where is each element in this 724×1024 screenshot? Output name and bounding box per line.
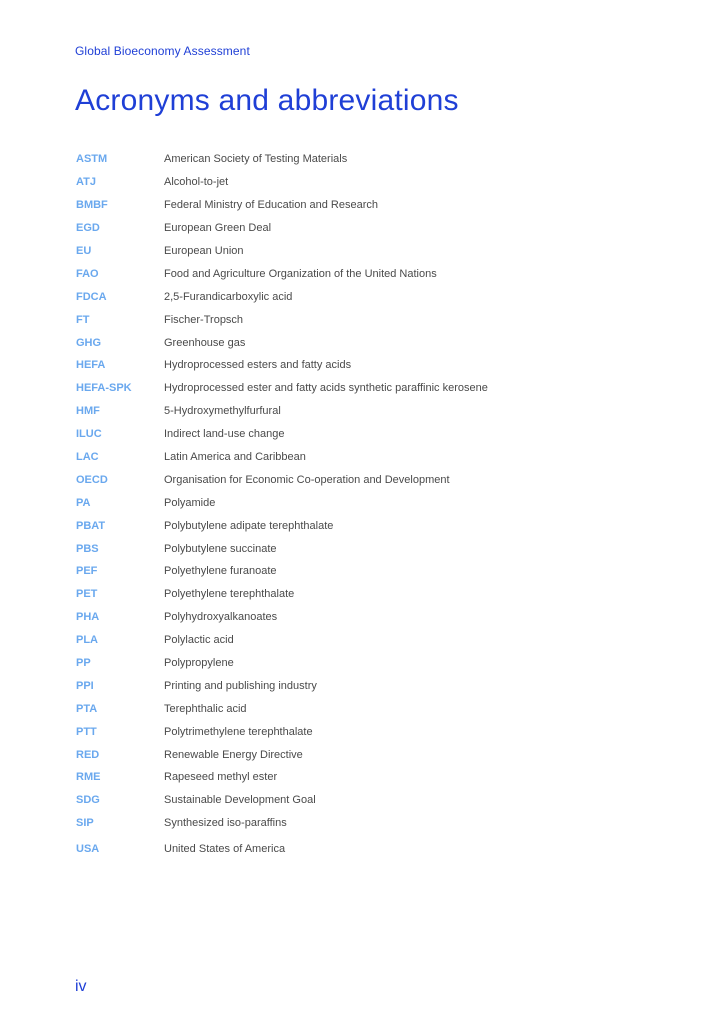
acronym-row	[76, 766, 656, 789]
acronym-definition: Polylactic acid	[164, 634, 234, 647]
acronym-term: EU	[76, 245, 92, 257]
acronym-term: ILUC	[76, 428, 102, 441]
acronym-term: GHG	[76, 336, 102, 349]
acronym-term: USA	[76, 843, 100, 856]
acronym-definition: Latin America and Caribbean	[164, 451, 306, 464]
acronym-row	[76, 812, 656, 835]
acronym-row	[76, 171, 656, 194]
acronym-row	[76, 446, 656, 469]
acronym-definition: Polybutylene succinate	[164, 542, 277, 555]
acronym-row	[76, 629, 656, 652]
acronym-row	[76, 720, 656, 743]
acronym-row	[76, 743, 656, 766]
acronym-row	[76, 354, 656, 377]
acronym-term: BMBF	[76, 199, 108, 212]
acronym-definition: European Union	[164, 245, 244, 257]
acronym-row	[76, 652, 656, 675]
acronym-list	[76, 148, 656, 861]
acronym-definition: Polyhydroxyalkanoates	[164, 611, 278, 624]
acronym-term: PP	[76, 657, 91, 670]
acronym-term: PEF	[76, 565, 98, 578]
acronym-definition: Federal Ministry of Education and Research	[164, 199, 378, 212]
acronym-definition: Organisation for Economic Co-operation and Development	[164, 473, 450, 486]
acronym-row	[76, 148, 656, 171]
acronym-definition: Polyethylene terephthalate	[164, 588, 295, 601]
acronym-row	[76, 674, 656, 697]
acronym-row	[76, 697, 656, 720]
acronym-definition: Polyamide	[164, 496, 216, 509]
acronym-definition: 5-Hydroxymethylfurfural	[164, 405, 281, 418]
acronym-row	[76, 583, 656, 606]
acronym-term: FAO	[76, 267, 99, 280]
acronym-row	[76, 400, 656, 423]
acronym-term: PTA	[76, 702, 98, 715]
acronym-definition: European Green Deal	[164, 222, 272, 235]
acronym-term: HEFA-SPK	[76, 382, 132, 395]
acronym-definition: Hydroprocessed ester and fatty acids synthetic paraffinic kerosene	[164, 382, 488, 395]
acronym-row	[76, 194, 656, 217]
acronym-definition: Renewable Energy Directive	[164, 748, 303, 761]
acronym-term: PTT	[76, 725, 97, 738]
acronym-term: EGD	[76, 222, 100, 235]
acronym-term: SDG	[76, 794, 100, 807]
acronym-definition: Food and Agriculture Organization of the United Nations	[164, 267, 437, 280]
acronym-term: PBAT	[76, 519, 106, 532]
acronym-term: PPI	[76, 679, 94, 692]
acronym-definition: Polybutylene adipate terephthalate	[164, 519, 334, 532]
page-number: iv	[75, 978, 87, 995]
acronym-row	[76, 560, 656, 583]
acronym-term: RME	[76, 771, 101, 784]
acronym-definition: 2,5-Furandicarboxylic acid	[164, 290, 293, 303]
acronym-row	[76, 537, 656, 560]
acronym-definition: Sustainable Development Goal	[164, 794, 316, 807]
acronym-row	[76, 217, 656, 240]
acronym-row	[76, 491, 656, 514]
acronym-row	[76, 606, 656, 629]
acronym-row	[76, 514, 656, 537]
acronym-term: FT	[76, 313, 90, 326]
acronym-definition: United States of America	[164, 843, 286, 856]
acronym-definition: Terephthalic acid	[164, 702, 247, 715]
acronym-definition: Synthesized iso-paraffins	[164, 817, 287, 830]
acronym-definition: Polyethylene furanoate	[164, 565, 277, 578]
acronym-definition: Indirect land-use change	[164, 428, 285, 441]
acronym-term: OECD	[76, 473, 108, 486]
acronym-term: SIP	[76, 817, 94, 830]
acronym-definition: American Society of Testing Materials	[164, 153, 348, 166]
acronym-term: HMF	[76, 405, 100, 418]
acronym-row	[76, 331, 656, 354]
acronym-definition: Hydroprocessed esters and fatty acids	[164, 359, 352, 372]
acronym-row	[76, 423, 656, 446]
acronym-term: PBS	[76, 542, 99, 555]
acronym-term: PA	[76, 496, 91, 509]
acronym-definition: Polypropylene	[164, 657, 234, 670]
acronym-definition: Greenhouse gas	[164, 336, 246, 349]
acronym-definition: Printing and publishing industry	[164, 679, 317, 692]
acronym-row	[76, 468, 656, 491]
acronym-row	[76, 285, 656, 308]
acronym-row	[76, 240, 656, 263]
acronym-definition: Polytrimethylene terephthalate	[164, 725, 313, 738]
running-header: Global Bioeconomy Assessment	[75, 44, 250, 58]
acronym-term: ATJ	[76, 176, 96, 189]
acronym-term: PHA	[76, 611, 100, 624]
acronym-term: ASTM	[76, 153, 108, 166]
page-title: Acronyms and abbreviations	[75, 84, 459, 117]
acronym-row	[76, 838, 656, 861]
acronym-term: HEFA	[76, 359, 106, 372]
acronym-definition: Rapeseed methyl ester	[164, 771, 278, 784]
acronym-definition: Fischer-Tropsch	[164, 313, 244, 326]
acronym-term: FDCA	[76, 290, 107, 303]
acronym-row	[76, 308, 656, 331]
acronym-term: PET	[76, 588, 98, 601]
acronym-row	[76, 262, 656, 285]
acronym-term: RED	[76, 748, 100, 761]
acronym-definition: Alcohol-to-jet	[164, 176, 229, 189]
acronym-term: PLA	[76, 634, 98, 647]
acronym-row	[76, 377, 656, 400]
acronym-row	[76, 789, 656, 812]
acronym-term: LAC	[76, 451, 99, 464]
